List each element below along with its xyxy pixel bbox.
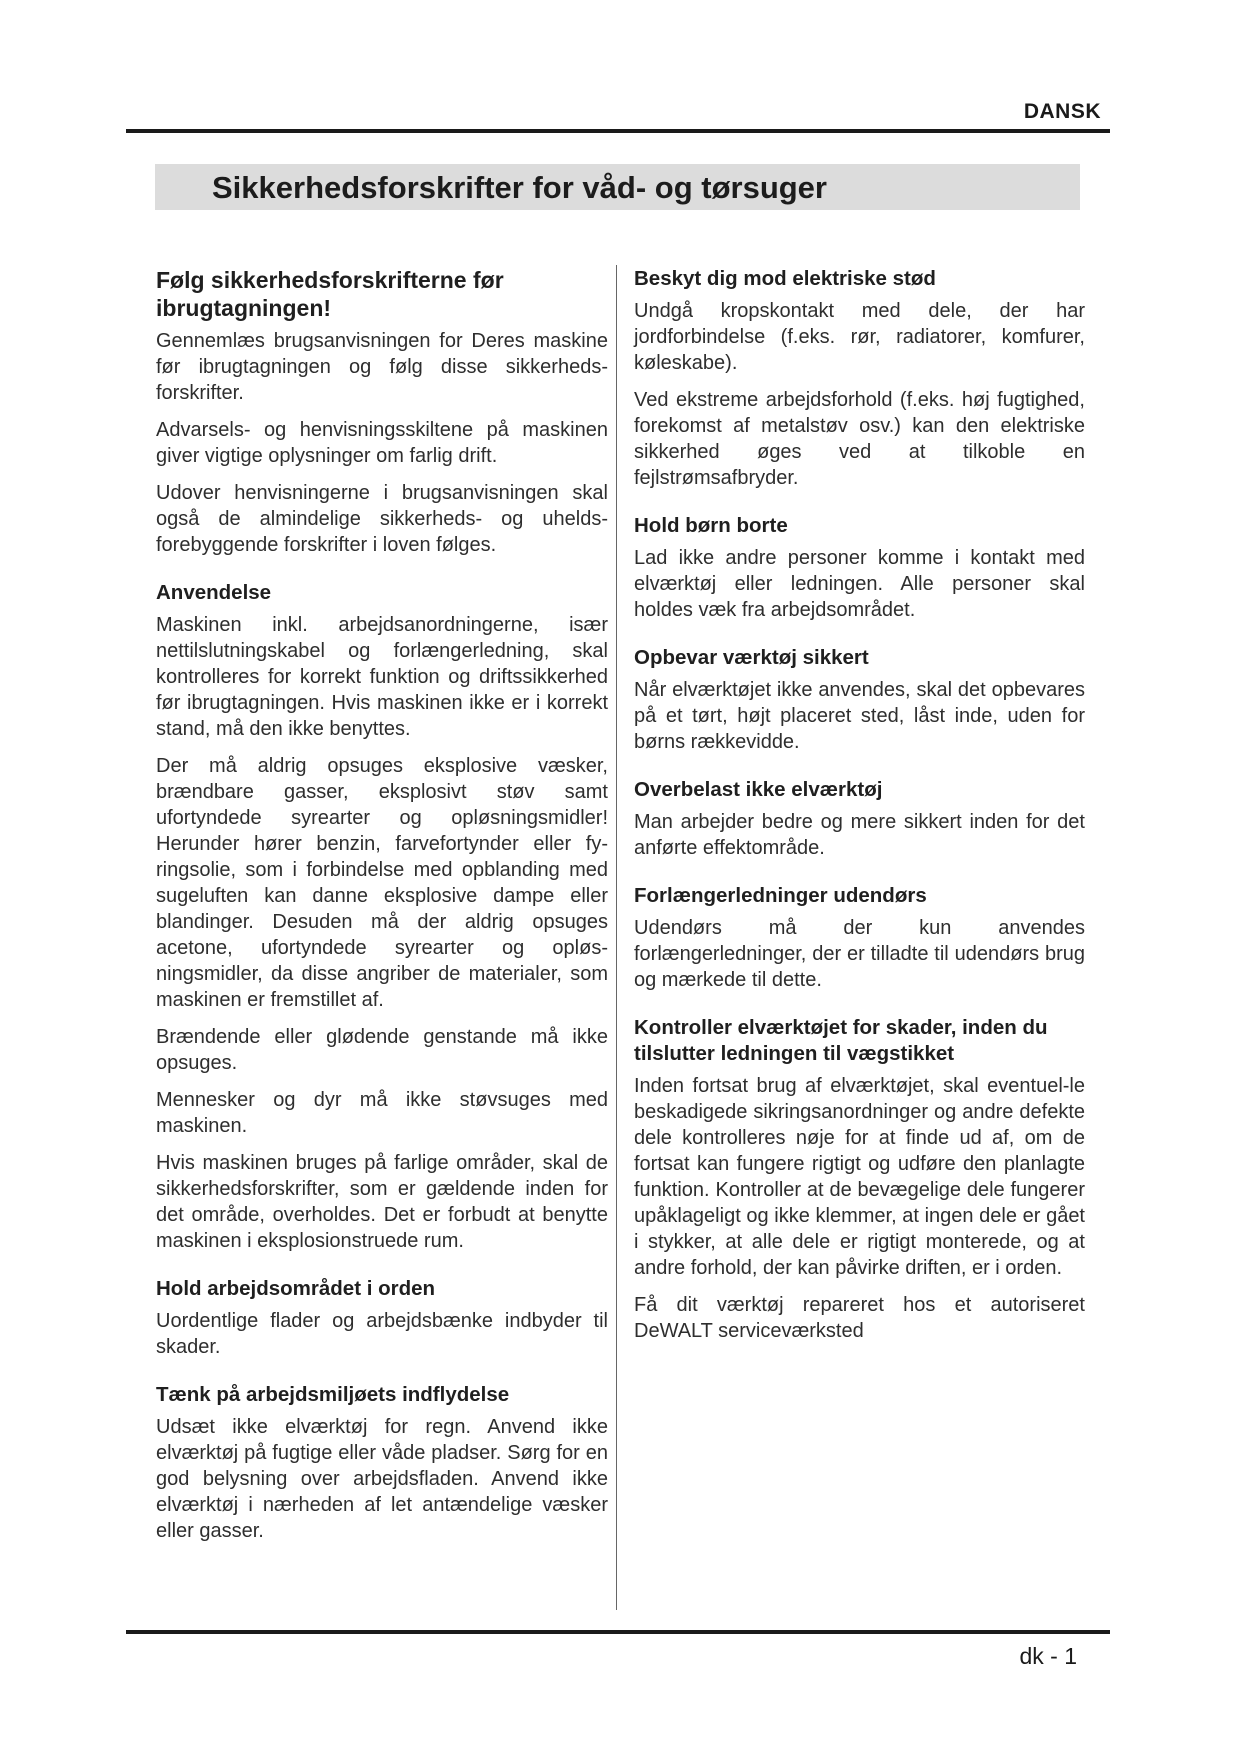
paragraph: Lad ikke andre personer komme i kontakt med elværktøj eller ledningen. Alle personer skal holdes væk fra arbejdsområdet. <box>634 547 1085 621</box>
right-column <box>634 266 1085 1366</box>
paragraph: Få dit værktøj repareret hos et autoriseret DeWALT serviceværksted <box>634 1294 1085 1342</box>
section <box>634 266 1085 491</box>
paragraph: Udsæt ikke elværktøj for regn. Anvend ikke elværktøj på fugtige eller våde pladser. Sørg for en god belysning over arbejdsfladen. Anvend ikke elværktøj i nærheden af let antændelige væsker eller gasser. <box>156 1416 608 1542</box>
section <box>156 266 608 558</box>
section <box>634 883 1085 993</box>
section-heading: Tænk på arbejdsmiljøets indflydelse <box>156 1383 510 1406</box>
paragraph: Uordentlige flader og arbejdsbænke indbyder til skader. <box>156 1310 608 1358</box>
column-divider <box>616 265 617 1610</box>
section-heading: Kontroller elværktøjet for skader, inden du tilslutter ledningen til vægstikket <box>634 1016 1048 1065</box>
language-label: DANSK <box>1023 100 1101 123</box>
section <box>634 645 1085 755</box>
paragraph: Ved ekstreme arbejdsforhold (f.eks. høj fugtighed, forekomst af metalstøv osv.) kan den elektriske sikkerhed øges ved at tilkoble en fejlstrømsafbryder. <box>634 389 1085 489</box>
title-bar <box>155 164 1080 210</box>
section-heading: Overbelast ikke elværktøj <box>634 778 883 801</box>
page-number: dk - 1 <box>1019 1643 1077 1669</box>
header-rule <box>126 129 1110 133</box>
section <box>634 777 1085 861</box>
left-column <box>156 266 608 1566</box>
section <box>634 513 1085 623</box>
paragraph: Man arbejder bedre og mere sikkert inden for det anførte effektområde. <box>634 811 1085 859</box>
paragraph: Undgå kropskontakt med dele, der har jordforbindelse (f.eks. rør, radiatorer, komfurer, køleskabe). <box>634 300 1085 374</box>
footer-rule <box>126 1630 1110 1634</box>
paragraph: Udover henvisningerne i brugsanvisningen skal også de almindelige sikkerheds- og uhelds-forebyggende forskrifter i loven følges. <box>156 482 608 556</box>
section-heading: Forlængerledninger udendørs <box>634 884 927 907</box>
section-heading: Hold børn borte <box>634 514 788 537</box>
paragraph: Maskinen inkl. arbejdsanordningerne, især nettilslutningskabel og forlængerledning, skal kontrolleres for korrekt funktion og driftssikkerhed før ibrugtagningen. Hvis maskinen ikke er i korrekt stand, må den ikke benyttes. <box>156 614 608 740</box>
section <box>156 580 608 1254</box>
section-heading: Anvendelse <box>156 581 272 604</box>
paragraph: Hvis maskinen bruges på farlige områder, skal de sikkerhedsforskrifter, som er gældende inden for det område, overholdes. Det er forbudt at benytte maskinen i eksplosionstruede rum. <box>156 1152 608 1252</box>
section-heading: Følg sikkerhedsforskrifterne før ibrugtagningen! <box>156 267 504 321</box>
paragraph: Advarsels- og henvisningsskiltene på maskinen giver vigtige oplysninger om farlig drift. <box>156 419 608 467</box>
paragraph: Mennesker og dyr må ikke støvsuges med maskinen. <box>156 1089 608 1137</box>
section <box>156 1276 608 1360</box>
paragraph: Når elværktøjet ikke anvendes, skal det opbevares på et tørt, højt placeret sted, låst inde, uden for børns rækkevidde. <box>634 679 1085 753</box>
paragraph: Gennemlæs brugsanvisningen for Deres maskine før ibrugtagningen og følg disse sikkerheds-forskrifter. <box>156 330 608 404</box>
paragraph: Udendørs må der kun anvendes forlængerledninger, der er tilladte til udendørs brug og mærkede til dette. <box>634 917 1085 991</box>
paragraph: Der må aldrig opsuges eksplosive væsker, brændbare gasser, eksplosivt støv samt ufortyndede syrearter og opløsningsmidler! Herunder hører benzin, farvefortynder eller fy-ringsolie, som i forbindelse med opblanding med sugeluften kan danne eksplosive dampe eller blandinger. Desuden må der aldrig opsuges acetone, ufortyndede syrearter og opløs-ningsmidler, da disse angriber de materialer, som maskinen er fremstillet af. <box>156 755 608 1011</box>
section-heading: Opbevar værktøj sikkert <box>634 646 869 669</box>
section-heading: Beskyt dig mod elektriske stød <box>634 267 936 290</box>
page-title: Sikkerhedsforskrifter for våd- og tørsuger <box>212 170 827 205</box>
section <box>634 1015 1085 1344</box>
paragraph: Inden fortsat brug af elværktøjet, skal eventuel-le beskadigede sikringsanordninger og andre defekte dele kontrolleres nøje for at finde ud af, om de fortsat kan fungere rigtigt og udføre den planlagte funktion. Kontroller at de bevægelige dele fungerer upåklageligt og ikke klemmer, at ingen dele er gået i stykker, at alle dele er rigtigt monterede, og at andre forhold, der kan påvirke driften, er i orden. <box>634 1075 1085 1279</box>
section <box>156 1382 608 1544</box>
paragraph: Brændende eller glødende genstande må ikke opsuges. <box>156 1026 608 1074</box>
section-heading: Hold arbejdsområdet i orden <box>156 1277 436 1300</box>
